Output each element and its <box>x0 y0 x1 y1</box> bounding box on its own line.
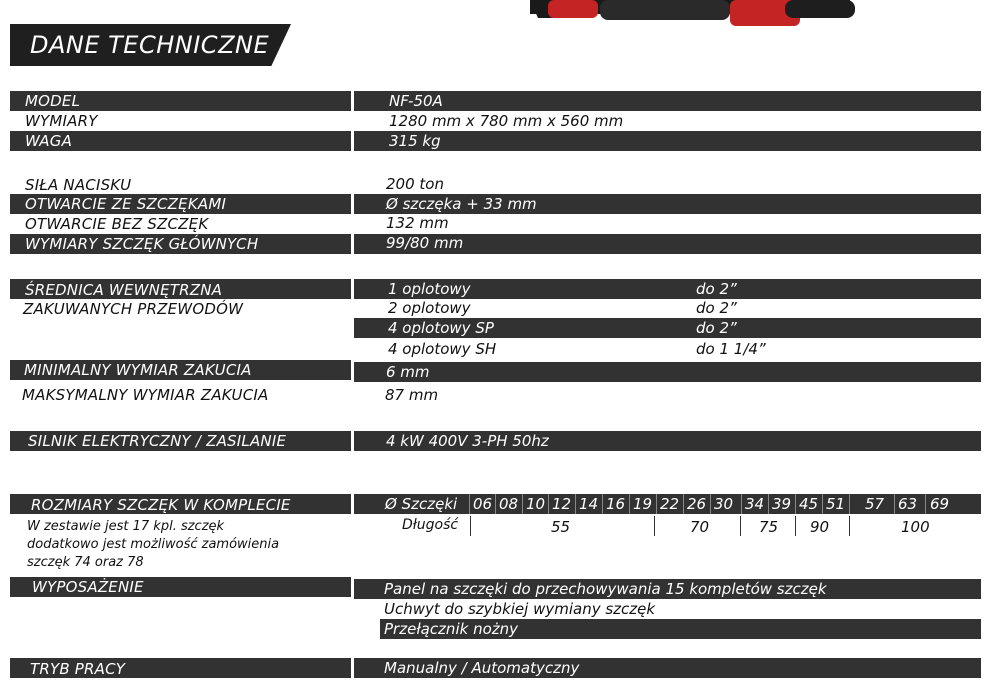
spec-value-min-crimp: 6 mm <box>386 363 430 381</box>
jaw-size: 14 <box>579 495 599 513</box>
size-divider <box>656 494 657 514</box>
value-bar <box>354 91 981 111</box>
spec-value-dimensions: 1280 mm x 780 mm x 560 mm <box>389 112 624 130</box>
spec-label-max-crimp: MAKSYMALNY WYMIAR ZAKUCIA <box>22 386 269 404</box>
jaw-size: 22 <box>660 495 680 513</box>
length-divider <box>795 516 796 536</box>
value-bar <box>354 362 981 382</box>
spec-value-weight: 315 kg <box>389 132 441 150</box>
size-divider <box>925 494 926 514</box>
size-divider <box>683 494 684 514</box>
jaw-length: 100 <box>901 518 930 536</box>
hose-type: 2 oplotowy <box>388 299 471 317</box>
spec-label-diameter-line2: ZAKUWANYCH PRZEWODÓW <box>23 300 244 318</box>
jaw-size: 30 <box>714 495 734 513</box>
size-divider <box>469 494 470 514</box>
hose-max: do 2” <box>696 280 737 298</box>
spec-label-force: SIŁA NACISKU <box>25 176 132 194</box>
jaw-length-label: Długość <box>402 517 459 533</box>
length-divider <box>654 516 655 536</box>
page-title: DANE TECHNICZNE <box>30 31 270 59</box>
jaw-size: 45 <box>799 495 819 513</box>
hose-type: 1 oplotowy <box>388 280 471 298</box>
spec-label-main-jaw-size: WYMIARY SZCZĘK GŁÓWNYCH <box>25 235 259 253</box>
spec-value-force: 200 ton <box>386 175 444 193</box>
length-divider <box>849 516 850 536</box>
spec-value-motor: 4 kW 400V 3-PH 50hz <box>386 432 549 450</box>
spec-label-model: MODEL <box>25 92 81 110</box>
equipment-item: Przełącznik nożny <box>384 620 519 638</box>
spec-value-opening-jaws: Ø szczęka + 33 mm <box>386 195 537 213</box>
jaw-length: 90 <box>810 518 830 536</box>
jaw-size: 10 <box>526 495 546 513</box>
jaw-length: 70 <box>690 518 710 536</box>
size-divider <box>894 494 895 514</box>
hose-type: 4 oplotowy SH <box>388 340 497 358</box>
length-divider <box>470 516 471 536</box>
jaw-size-label: Ø Szczęki <box>385 495 458 513</box>
size-divider <box>768 494 769 514</box>
jaw-length: 75 <box>759 518 779 536</box>
jaw-size: 51 <box>826 495 846 513</box>
machine-photo-fragment <box>520 0 860 28</box>
equipment-item: Uchwyt do szybkiej wymiany szczęk <box>384 600 656 618</box>
size-divider <box>849 494 850 514</box>
spec-value-main-jaw-size: 99/80 mm <box>386 234 464 252</box>
size-divider <box>629 494 630 514</box>
size-divider <box>795 494 796 514</box>
spec-label-equipment: WYPOSAŻENIE <box>32 578 144 596</box>
jaw-size: 57 <box>865 495 885 513</box>
hose-max: do 1 1/4” <box>696 340 766 358</box>
size-divider <box>575 494 576 514</box>
spec-label-mode: TRYB PRACY <box>30 660 126 678</box>
jaw-note-line3: szczęk 74 oraz 78 <box>27 555 144 570</box>
equipment-item: Panel na szczęki do przechowywania 15 kompletów szczęk <box>384 580 827 598</box>
jaw-size: 63 <box>898 495 918 513</box>
spec-label-opening-jaws: OTWARCIE ZE SZCZĘKAMI <box>25 195 227 213</box>
spec-value-opening-nojaws: 132 mm <box>386 214 449 232</box>
size-divider <box>495 494 496 514</box>
size-divider <box>710 494 711 514</box>
spec-label-min-crimp: MINIMALNY WYMIAR ZAKUCIA <box>24 361 252 379</box>
spec-label-diameter-line1: ŚREDNICA WEWNĘTRZNA <box>25 281 223 299</box>
size-divider <box>602 494 603 514</box>
jaw-size: 34 <box>745 495 765 513</box>
size-divider <box>548 494 549 514</box>
spec-label-weight: WAGA <box>25 132 73 150</box>
spec-value-model: NF-50A <box>389 92 443 110</box>
hose-type: 4 oplotowy SP <box>388 319 494 337</box>
jaw-note-line2: dodatkowo jest możliwość zamówienia <box>27 537 280 552</box>
jaw-size: 16 <box>606 495 626 513</box>
jaw-size: 12 <box>552 495 572 513</box>
spec-label-jaw-sizes: ROZMIARY SZCZĘK W KOMPLECIE <box>31 496 291 514</box>
jaw-size: 19 <box>633 495 653 513</box>
value-bar <box>354 131 981 151</box>
jaw-note-line1: W zestawie jest 17 kpl. szczęk <box>27 519 225 534</box>
hose-max: do 2” <box>696 319 737 337</box>
hose-max: do 2” <box>696 299 737 317</box>
jaw-size: 69 <box>930 495 950 513</box>
size-divider <box>741 494 742 514</box>
size-divider <box>522 494 523 514</box>
spec-label-opening-nojaws: OTWARCIE BEZ SZCZĘK <box>25 215 209 233</box>
jaw-size: 08 <box>499 495 519 513</box>
spec-value-mode: Manualny / Automatyczny <box>384 659 580 677</box>
jaw-length: 55 <box>551 518 571 536</box>
jaw-size: 06 <box>473 495 493 513</box>
size-divider <box>822 494 823 514</box>
jaw-size: 39 <box>772 495 792 513</box>
jaw-size: 26 <box>687 495 707 513</box>
length-divider <box>740 516 741 536</box>
spec-label-motor: SILNIK ELEKTRYCZNY / ZASILANIE <box>28 432 287 450</box>
spec-value-max-crimp: 87 mm <box>385 386 439 404</box>
spec-label-dimensions: WYMIARY <box>25 112 98 130</box>
